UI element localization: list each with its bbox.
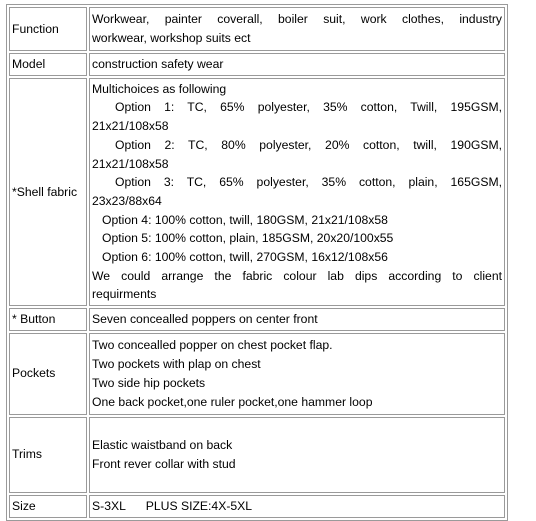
fabric-option-2-count: 21x21/108x58 [92,156,169,171]
function-line-1: Workwear, painter coverall, boiler suit, work clothes, industry [92,12,502,27]
value-shell-fabric [89,78,505,306]
pockets-line-1: Two concealled popper on chest pocket flap. [92,338,333,353]
label-button: * Button [9,308,87,331]
pockets-line-3: Two side hip pockets [92,375,206,390]
row-model [9,53,505,76]
label-pockets: Pockets [9,333,87,415]
value-function [89,7,505,51]
fabric-option-4: Option 4: 100% cotton, twill, 180GSM, 21x21/108x58 [102,212,388,227]
spec-table [6,4,508,521]
value-model: construction safety wear [89,53,505,76]
fabric-option-5: Option 5: 100% cotton, plain, 185GSM, 20x20/100x55 [102,231,394,246]
pockets-line-2: Two pockets with plap on chest [92,357,261,372]
value-size: S-3XL PLUS SIZE:4X-5XL [89,495,505,518]
row-pockets [9,333,505,415]
fabric-intro: Multichoices as following [92,81,227,96]
row-size [9,495,505,518]
row-trims [9,417,505,493]
row-button [9,308,505,331]
row-function [9,7,505,51]
fabric-option-3: Option 3: TC, 65% polyester, 35% cotton, plain, 165GSM, [115,175,502,190]
fabric-option-6: Option 6: 100% cotton, twill, 270GSM, 16x12/108x56 [102,250,388,265]
fabric-option-2: Option 2: TC, 80% polyester, 20% cotton, twill, 190GSM, [115,137,502,152]
value-pockets [89,333,505,415]
fabric-note: We could arrange the fabric colour lab dips according to client [92,268,502,283]
label-trims: Trims [9,417,87,493]
trims-line-2: Front rever collar with stud [92,456,236,471]
fabric-option-1-count: 21x21/108x58 [92,119,169,134]
fabric-note-end: requirments [92,287,157,302]
label-model: Model [9,53,87,76]
value-trims [89,417,505,493]
fabric-option-1: Option 1: TC, 65% polyester, 35% cotton, Twill, 195GSM, [115,100,502,115]
function-line-2: workwear, workshop suits ect [92,31,251,45]
row-shell-fabric [9,78,505,306]
value-button: Seven concealled poppers on center front [89,308,505,331]
label-shell-fabric: *Shell fabric [9,78,87,306]
label-function: Function [9,7,87,51]
pockets-line-4: One back pocket,one ruler pocket,one hammer loop [92,394,373,409]
trims-line-1: Elastic waistband on back [92,438,233,453]
fabric-option-3-count: 23x23/88x64 [92,193,162,208]
label-size: Size [9,495,87,518]
